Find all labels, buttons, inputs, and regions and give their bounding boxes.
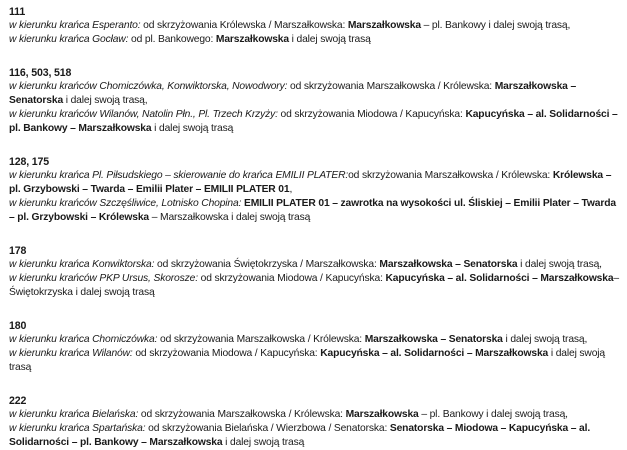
direction-label: w kierunku krańca Gocław: xyxy=(9,34,129,45)
continuation-text: – pl. Bankowy i dalej swoją trasą, xyxy=(418,409,568,420)
direction-line xyxy=(9,422,621,450)
continuation-text: – Świętokrzyska i dalej swoją trasą xyxy=(9,273,619,298)
detour-route: Kapucyńska – al. Solidarności – pl. Bankowy – Marszałkowska xyxy=(9,109,618,134)
direction-label: w kierunku krańca Konwiktorska: xyxy=(9,259,155,270)
detour-route: Marszałkowska xyxy=(345,409,419,420)
direction-line xyxy=(9,347,621,375)
origin-text: od skrzyżowania Miodowa / Kapucyńska: xyxy=(277,109,466,120)
detour-route: EMILII PLATER 01 – zawrotka na wysokości ul. Śliskiej – Emilii Plater – Twarda – pl. Grzybowski – Królewska xyxy=(9,198,616,223)
direction-label: w kierunku krańców Szczęśliwice, Lotnisko Chopina: xyxy=(9,198,242,209)
detour-route: Marszałkowska xyxy=(215,34,289,45)
continuation-text: , xyxy=(289,184,293,195)
route-number-heading: 178 xyxy=(9,245,27,257)
direction-label: w kierunku krańca Esperanto: xyxy=(9,20,141,31)
direction-label: w kierunku krańców Wilanów, Natolin Płn., Pl. Trzech Krzyży: xyxy=(9,109,278,120)
origin-text: od skrzyżowania Marszałkowska / Królewska: xyxy=(287,81,495,92)
direction-label: w kierunku krańca Chomiczówka: xyxy=(9,334,158,345)
direction-label: w kierunku krańca Pl. Piłsudskiego – skierowanie do krańca EMILII PLATER: xyxy=(9,170,349,181)
direction-line xyxy=(9,19,621,33)
direction-label: w kierunku krańców PKP Ursus, Skorosze: xyxy=(9,273,198,284)
route-number-heading: 222 xyxy=(9,395,27,407)
detour-route: Marszałkowska – Senatorska xyxy=(9,81,577,106)
route-block-180 xyxy=(9,319,621,375)
origin-text: od skrzyżowania Bielańska / Wierzbowa / Senatorska: xyxy=(145,423,390,434)
continuation-text: i dalej swoją trasą xyxy=(151,123,234,134)
route-block-128-175 xyxy=(9,155,621,225)
direction-line xyxy=(9,80,621,108)
direction-line xyxy=(9,272,621,300)
direction-label: w kierunku krańca Spartańska: xyxy=(9,423,146,434)
direction-label: w kierunku krańców Chomiczówka, Konwiktorska, Nowodwory: xyxy=(9,81,288,92)
detour-route: Królewska – pl. Grzybowski – Twarda – Emilii Plater – EMILII PLATER 01 xyxy=(9,170,612,195)
origin-text: od pl. Bankowego: xyxy=(128,34,216,45)
origin-text: od skrzyżowania Marszałkowska / Królewska: xyxy=(138,409,346,420)
continuation-text: i dalej swoją trasą, xyxy=(502,334,588,345)
origin-text: od skrzyżowania Królewska / Marszałkowska: xyxy=(140,20,348,31)
origin-text: od skrzyżowania Marszałkowska / Królewska: xyxy=(348,170,553,181)
origin-text: od skrzyżowania Świętokrzyska / Marszałkowska: xyxy=(154,259,380,270)
continuation-text: – pl. Bankowy i dalej swoją trasą, xyxy=(420,20,571,31)
detour-route: Kapucyńska – al. Solidarności – Marszałkowska xyxy=(320,348,549,359)
route-number-heading: 116, 503, 518 xyxy=(9,67,72,79)
continuation-text: i dalej swoją trasą, xyxy=(63,95,148,106)
continuation-text: i dalej swoją trasą xyxy=(222,437,305,448)
direction-line xyxy=(9,169,621,197)
direction-label: w kierunku krańca Wilanów: xyxy=(9,348,133,359)
direction-label: w kierunku krańca Bielańska: xyxy=(9,409,139,420)
direction-line xyxy=(9,108,621,136)
origin-text: od skrzyżowania Marszałkowska / Królewska: xyxy=(157,334,365,345)
route-block-178 xyxy=(9,244,621,300)
origin-text: od skrzyżowania Miodowa / Kapucyńska: xyxy=(197,273,386,284)
origin-text: od skrzyżowania Miodowa / Kapucyńska: xyxy=(132,348,321,359)
detour-route: Kapucyńska – al. Solidarności – Marszałkowska xyxy=(385,273,614,284)
route-number-heading: 128, 175 xyxy=(9,156,50,168)
continuation-text: i dalej swoją trasą xyxy=(288,34,371,45)
continuation-text: – Marszałkowska i dalej swoją trasą xyxy=(149,212,311,223)
route-block-111 xyxy=(9,5,621,47)
direction-line xyxy=(9,197,621,225)
direction-line xyxy=(9,258,621,272)
detour-route: Marszałkowska – Senatorska xyxy=(379,259,518,270)
continuation-text: i dalej swoją trasą xyxy=(9,348,605,373)
detour-route: Marszałkowska – Senatorska xyxy=(364,334,503,345)
route-block-222 xyxy=(9,394,621,450)
continuation-text: i dalej swoją trasą, xyxy=(517,259,602,270)
direction-line xyxy=(9,333,621,347)
direction-line xyxy=(9,33,621,47)
route-number-heading: 180 xyxy=(9,320,27,332)
direction-line xyxy=(9,408,621,422)
route-number-heading: 111 xyxy=(9,6,26,18)
route-block-116-503-518 xyxy=(9,66,621,136)
detour-route: Marszałkowska xyxy=(347,20,421,31)
detour-route: Senatorska – Miodowa – Kapucyńska – al. Solidarności – pl. Bankowy – Marszałkowska xyxy=(9,423,591,448)
